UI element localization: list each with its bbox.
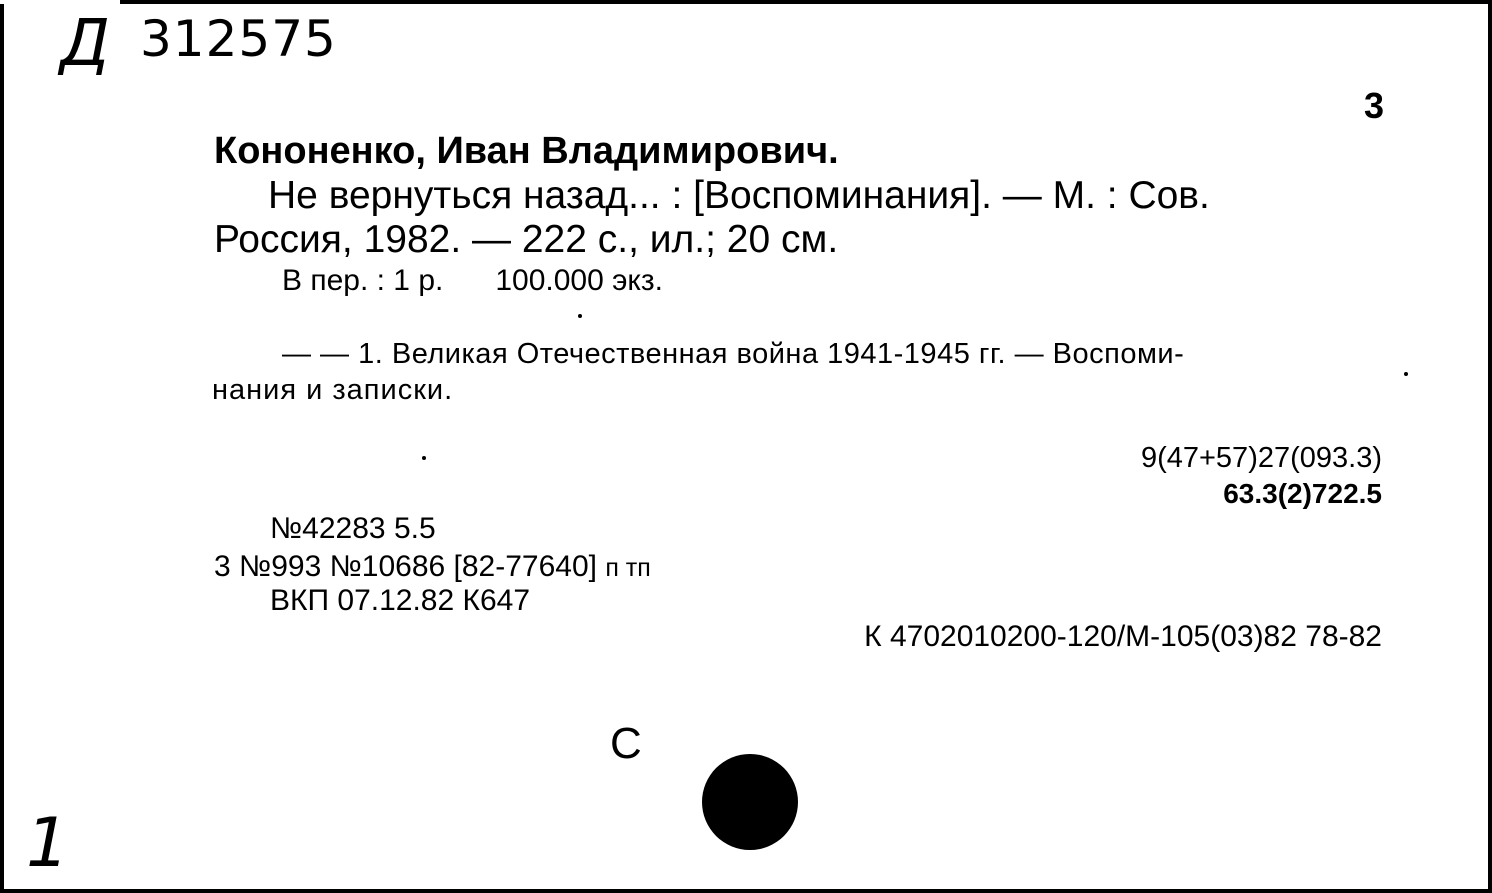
title-line-2: Россия, 1982. — 222 с., ил.; 20 см.	[214, 218, 839, 261]
speck-dot	[422, 456, 426, 460]
subject-heading-line-1: — — 1. Великая Отечественная война 1941-1945 гг. — Воспоми-	[282, 338, 1185, 370]
card-border-right	[1488, 0, 1492, 893]
service-line-3: ВКП 07.12.82 К647	[270, 584, 531, 617]
bbk-index: 63.3(2)722.5	[1223, 478, 1382, 509]
print-run: 100.000 экз.	[495, 264, 663, 297]
service-line-2-code: п тп	[605, 554, 651, 582]
handwritten-inventory-prefix: Д	[60, 7, 110, 81]
service-line-2	[214, 552, 651, 582]
filled-circle-mark	[702, 754, 798, 850]
publisher-index: К 4702010200-120/М-105(03)82 78-82	[864, 620, 1382, 653]
binding-and-print-run	[282, 266, 663, 296]
bottom-letter: С	[610, 719, 642, 768]
binding-price: В пер. : 1 р.	[282, 264, 444, 297]
author-heading: Кононенко, Иван Владимирович.	[214, 130, 839, 172]
handwritten-copy-mark: 1	[26, 804, 70, 883]
card-border-left	[0, 4, 4, 893]
title-line-1: Не вернуться назад... : [Воспоминания]. — М. : Сов.	[268, 174, 1210, 217]
udc-index: 9(47+57)27(093.3)	[1140, 442, 1382, 474]
service-line-1: №42283 5.5	[270, 512, 436, 545]
subject-heading-line-2: нания и записки.	[212, 374, 454, 406]
card-border-top	[120, 0, 1492, 4]
card-corner-number: 3	[1363, 85, 1384, 126]
speck-dot	[1404, 372, 1408, 376]
card-border-bottom	[0, 889, 1492, 893]
service-line-2-main: 3 №993 №10686 [82-77640]	[214, 550, 597, 583]
handwritten-inventory-number: 312575	[140, 10, 337, 68]
speck-dot	[578, 314, 582, 318]
